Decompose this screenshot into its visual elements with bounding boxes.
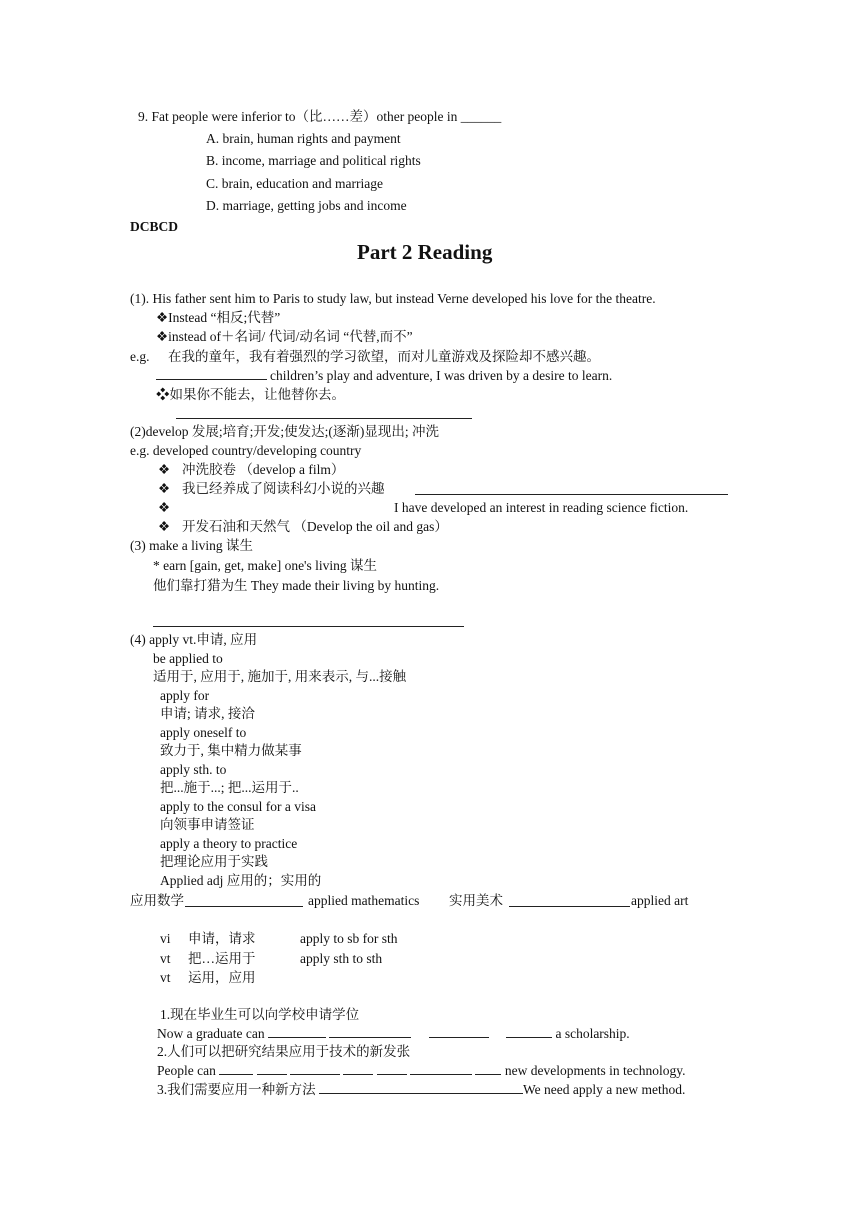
option-d: D. marriage, getting jobs and income: [206, 198, 407, 213]
exercise-3: [157, 1081, 685, 1099]
section-3-line-2: 他们靠打猎为生 They made their living by hunting.: [153, 578, 440, 593]
answer-key: DCBCD: [130, 219, 179, 234]
exercise-1-en: [157, 1025, 630, 1043]
section-2-item-2: 我已经养成了阅读科幻小说的兴趣: [182, 481, 385, 496]
usage-cn: 把…运用于: [188, 951, 256, 966]
section-2-item-4: 开发石油和天然气 （Develop the oil and gas）: [182, 519, 448, 534]
section-3-heading: (3) make a living 谋生: [130, 538, 253, 553]
usage-pos: vt: [160, 951, 171, 966]
usage-en: apply to sb for sth: [300, 931, 398, 946]
answer-blank: [410, 1062, 472, 1075]
section-1-bullet-1: ❖Instead “相反;代替”: [156, 310, 281, 325]
example-label: e.g.: [130, 349, 150, 364]
answer-blank: [415, 494, 728, 495]
answer-blank: [290, 1062, 340, 1075]
answer-blank: [429, 1025, 489, 1038]
exercise-3-cn: 3.我们需要应用一种新方法: [157, 1082, 316, 1097]
section-2-item-1: 冲洗胶卷 （develop a film）: [182, 462, 345, 477]
answer-blank: [475, 1062, 501, 1075]
answer-blank: [257, 1062, 287, 1075]
section-1-heading: (1). His father sent him to Paris to study law, but instead Verne developed his love for the theatre.: [130, 291, 656, 306]
answer-blank: [153, 626, 464, 627]
exercise-2-suffix: new developments in technology.: [504, 1063, 686, 1078]
section-3-line-1: * earn [gain, get, make] one's living 谋生: [153, 558, 377, 573]
section-1-bullet-2: ❖instead of＋名词/ 代词/动名词 “代替,而不”: [156, 329, 413, 344]
answer-blank: [343, 1062, 373, 1075]
answer-blank: [156, 379, 267, 380]
option-c: C. brain, education and marriage: [206, 176, 383, 191]
exercise-1-cn: 1.现在毕业生可以向学校申请学位: [160, 1007, 360, 1022]
question-9: 9. Fat people were inferior to（比……差）other people in ______: [138, 109, 502, 124]
phrase-meaning: 把理论应用于实践: [160, 854, 268, 869]
phrase-meaning: 向领事申请签证: [160, 817, 255, 832]
exercise-2-en: [157, 1062, 685, 1080]
phrase: apply a theory to practice: [160, 836, 298, 851]
answer-blank: [268, 1025, 326, 1038]
answer-blank: [219, 1062, 253, 1075]
usage-pos: vi: [160, 931, 171, 946]
usage-cn: 申请，请求: [188, 931, 256, 946]
phrase: apply for: [160, 688, 210, 703]
answer-blank: [185, 906, 303, 907]
phrase: Applied adj 应用的；实用的: [160, 873, 322, 888]
answer-blank: [319, 1081, 523, 1094]
usage-en: apply sth to sth: [300, 951, 383, 966]
answer-blank: [377, 1062, 407, 1075]
section-2-heading: (2)develop 发展;培育;开发;使发达;(逐渐)显现出; 冲洗: [130, 424, 439, 439]
exercise-1-prefix: Now a graduate can: [157, 1026, 265, 1041]
applied-math-cn: 应用数学: [130, 893, 184, 908]
exercise-2-cn: 2.人们可以把研究结果应用于技术的新发张: [157, 1044, 411, 1059]
phrase-meaning: 申请; 请求, 接洽: [160, 706, 255, 721]
bullet-icon: ❖: [158, 519, 171, 534]
example-english: children’s play and adventure, I was driven by a desire to learn.: [270, 368, 613, 383]
section-2-item-3: I have developed an interest in reading science fiction.: [394, 500, 689, 515]
section-2-example: e.g. developed country/developing country: [130, 443, 362, 458]
example-chinese: 在我的童年，我有着强烈的学习欲望，而对儿童游戏及探险却不感兴趣。: [168, 349, 600, 364]
phrase: apply to the consul for a visa: [160, 799, 316, 814]
usage-cn: 运用，应用: [188, 970, 256, 985]
applied-art-cn: 实用美术: [449, 893, 503, 908]
option-b: B. income, marriage and political rights: [206, 153, 421, 168]
answer-blank: [506, 1025, 552, 1038]
phrase-meaning: 致力于, 集中精力做某事: [160, 743, 302, 758]
page-title: Part 2 Reading: [357, 240, 493, 264]
answer-blank: [176, 418, 472, 419]
section-4-heading: (4) apply vt.申请, 应用: [130, 632, 258, 647]
bullet-icon: ❖: [158, 481, 171, 496]
exercise-3-en: We need apply a new method.: [523, 1082, 686, 1097]
phrase: be applied to: [153, 651, 223, 666]
answer-blank: [329, 1025, 411, 1038]
applied-art-en: applied art: [631, 893, 689, 908]
phrase-meaning: 适用于, 应用于, 施加于, 用来表示, 与...接触: [153, 669, 407, 684]
section-1-bullet-3: ❖如果你不能去，让他替你去。: [156, 387, 345, 402]
exercise-1-suffix: a scholarship.: [555, 1026, 630, 1041]
phrase-meaning: 把...施于...; 把...运用于..: [160, 780, 299, 795]
bullet-icon: ❖: [158, 500, 171, 515]
option-a: A. brain, human rights and payment: [206, 131, 401, 146]
phrase: apply oneself to: [160, 725, 247, 740]
applied-math-en: applied mathematics: [308, 893, 420, 908]
bullet-icon: ❖: [158, 462, 171, 477]
phrase: apply sth. to: [160, 762, 227, 777]
exercise-2-prefix: People can: [157, 1063, 216, 1078]
usage-pos: vt: [160, 970, 171, 985]
answer-blank: [509, 906, 630, 907]
